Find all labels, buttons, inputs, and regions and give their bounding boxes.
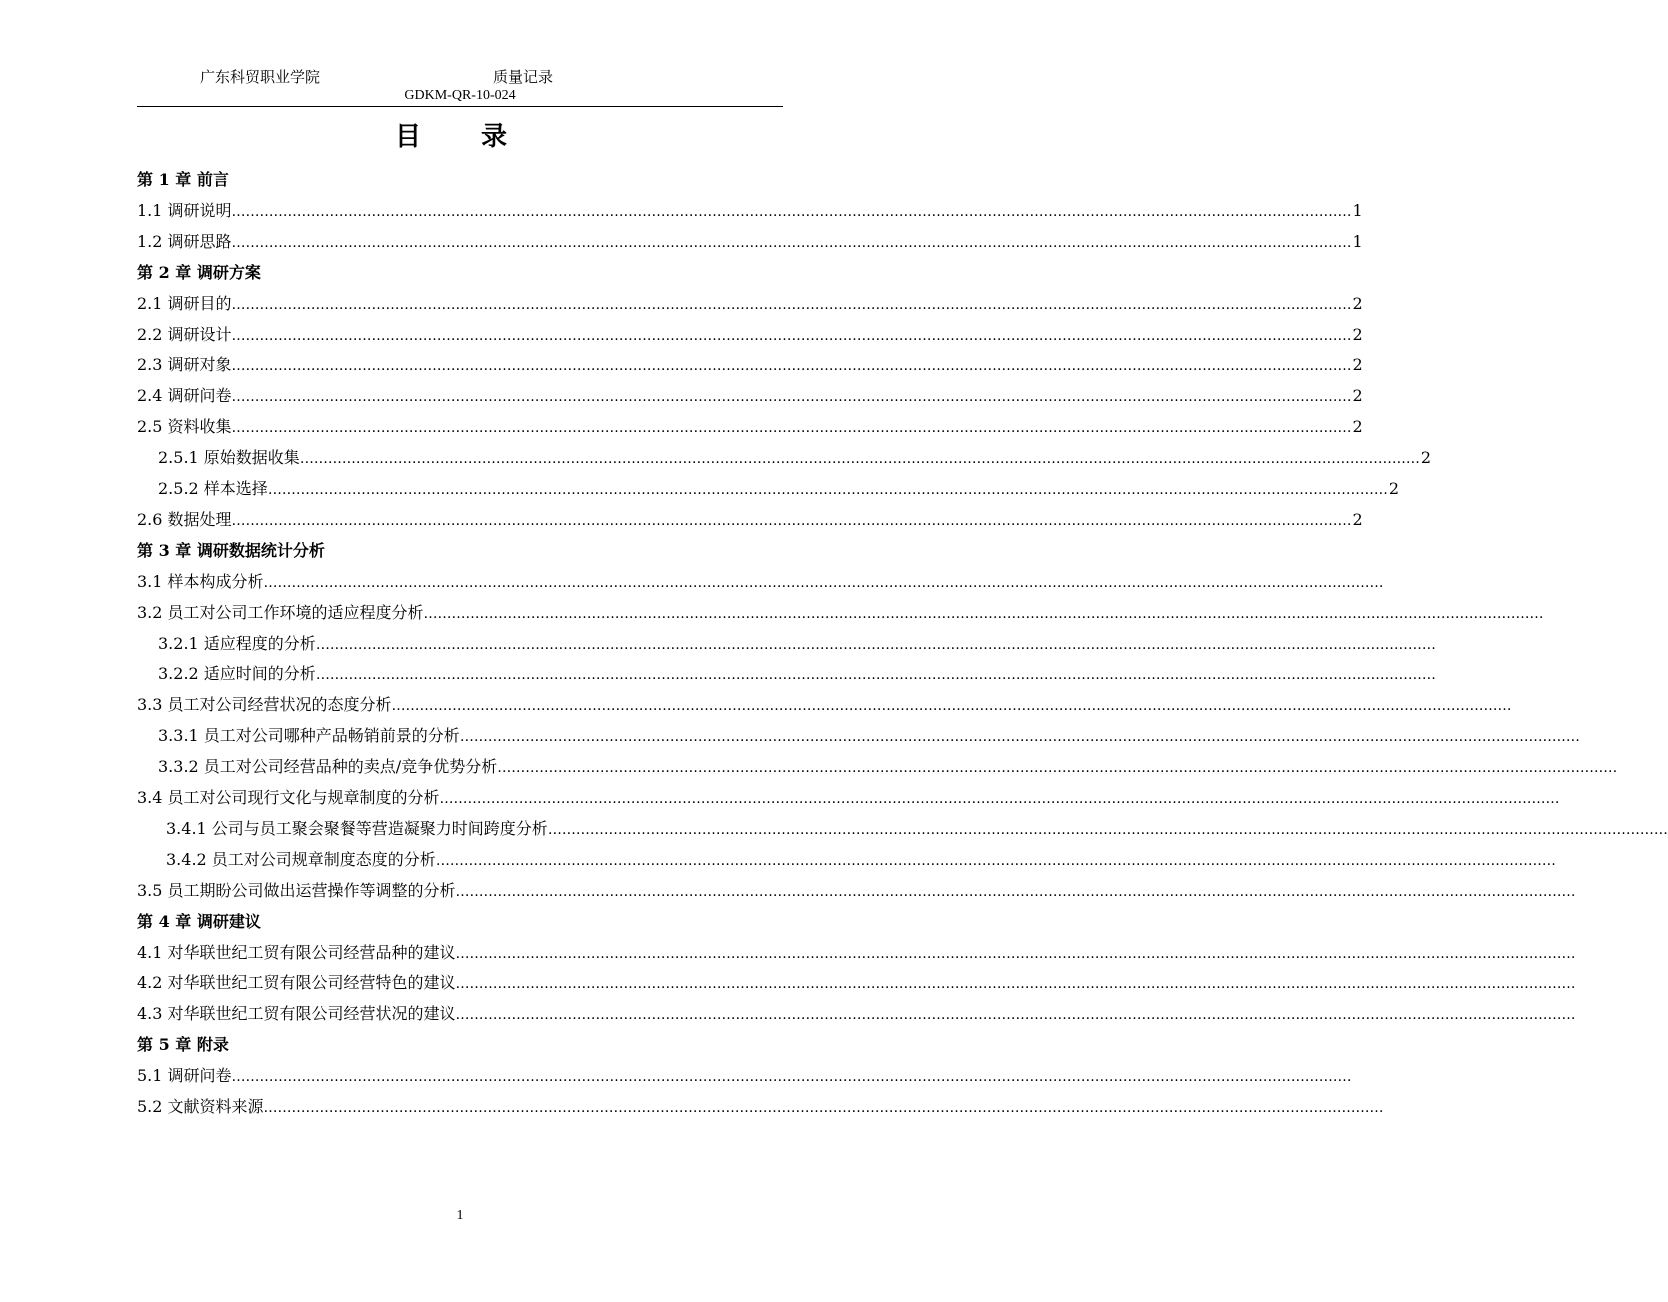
toc-entry bbox=[137, 689, 1512, 720]
document-code: GDKM-QR-10-024 bbox=[404, 88, 516, 103]
toc-page-number: 1 bbox=[1352, 200, 1363, 220]
toc-entry bbox=[137, 380, 1363, 411]
toc-entry-label: 3.4.1 公司与员工聚会聚餐等营造凝聚力时间跨度分析 bbox=[166, 818, 548, 838]
toc-leader-dots: …………………………………………………………………………………………………………………………………………………………………………………………………………………… bbox=[231, 234, 1352, 251]
toc-entry-label: 3.1 样本构成分析 bbox=[137, 571, 264, 591]
toc-leader-dots: …………………………………………………………………………………………………………………………………………………………………………………………………………………… bbox=[267, 482, 1388, 498]
toc-entry-label: 2.2 调研设计 bbox=[137, 324, 232, 344]
toc-entry-label: 2.1 调研目的 bbox=[137, 293, 232, 313]
toc-entry-label: 2.6 数据处理 bbox=[137, 509, 232, 529]
toc-leader-dots: …………………………………………………………………………………………………………………………………………………………………………………………………………………… bbox=[299, 451, 1420, 468]
toc-leader-dots: …………………………………………………………………………………………………………………………………………………………………………………………………………………… bbox=[231, 203, 1352, 220]
toc-entry-label: 5.1 调研问卷 bbox=[137, 1066, 232, 1086]
toc-entry bbox=[158, 442, 1431, 473]
toc-page-number: 2 bbox=[1352, 293, 1363, 313]
toc-page-number: 2 bbox=[1352, 386, 1363, 406]
institution-name: 广东科贸职业学院 bbox=[200, 68, 321, 86]
toc-entry bbox=[158, 720, 1580, 751]
toc-entry-label: 3.3.2 员工对公司经营品种的卖点/竞争优势分析 bbox=[158, 757, 498, 777]
toc-leader-dots: …………………………………………………………………………………………………………………………………………………………………………………………………………………… bbox=[263, 1100, 1384, 1116]
toc-entry-label: 3.5 员工期盼公司做出运营操作等调整的分析 bbox=[137, 880, 456, 900]
toc-entry bbox=[137, 597, 1544, 628]
toc-entry bbox=[166, 813, 1668, 844]
toc-leader-dots: …………………………………………………………………………………………………………………………………………………………………………………………………………………… bbox=[231, 296, 1352, 313]
toc-entry bbox=[137, 967, 1576, 998]
toc-leader-dots: …………………………………………………………………………………………………………………………………………………………………………………………………………………… bbox=[435, 852, 1556, 869]
toc-page-number: 2 bbox=[1388, 479, 1399, 498]
toc-leader-dots: …………………………………………………………………………………………………………………………………………………………………………………………………………………… bbox=[315, 636, 1436, 653]
toc-entry-label: 4.1 对华联世纪工贸有限公司经营品种的建议 bbox=[137, 942, 456, 962]
toc-title: 目录 bbox=[395, 122, 568, 152]
toc-entry-label: 1.2 调研思路 bbox=[137, 231, 232, 251]
toc-page-number: 1 bbox=[1352, 231, 1363, 251]
toc-entry bbox=[137, 319, 1363, 350]
toc-entry-label: 2.5 资料收集 bbox=[137, 417, 232, 437]
toc-leader-dots: …………………………………………………………………………………………………………………………………………………………………………………………………………………… bbox=[231, 420, 1352, 437]
toc-leader-dots: …………………………………………………………………………………………………………………………………………………………………………………………………………………… bbox=[455, 976, 1576, 993]
toc-leader-dots: …………………………………………………………………………………………………………………………………………………………………………………………………………………… bbox=[497, 760, 1618, 777]
toc-entry bbox=[158, 658, 1436, 689]
toc-entry-label: 5.2 文献资料来源 bbox=[137, 1097, 264, 1116]
toc-chapter-heading bbox=[137, 164, 229, 195]
toc-leader-dots: …………………………………………………………………………………………………………………………………………………………………………………………………………………… bbox=[459, 729, 1580, 746]
toc-entry bbox=[137, 566, 1384, 597]
toc-entry bbox=[137, 349, 1363, 380]
toc-entry bbox=[137, 1091, 1384, 1122]
toc-entry-label: 2.5.1 原始数据收集 bbox=[158, 448, 300, 468]
toc-entry bbox=[166, 844, 1556, 875]
toc-chapter-label: 第 2 章 调研方案 bbox=[137, 262, 261, 282]
toc-entry-label: 3.4.2 员工对公司规章制度态度的分析 bbox=[166, 849, 436, 869]
toc-leader-dots: …………………………………………………………………………………………………………………………………………………………………………………………………………………… bbox=[391, 698, 1512, 715]
toc-entry-label: 3.2.1 适应程度的分析 bbox=[158, 633, 316, 653]
toc-chapter-heading bbox=[137, 906, 261, 937]
toc-entry-label: 2.5.2 样本选择 bbox=[158, 479, 268, 498]
toc-entry bbox=[137, 937, 1576, 968]
toc-chapter-label: 第 1 章 前言 bbox=[137, 170, 229, 189]
toc-entry bbox=[158, 751, 1618, 782]
toc-leader-dots: …………………………………………………………………………………………………………………………………………………………………………………………………………………… bbox=[423, 605, 1544, 622]
toc-leader-dots: …………………………………………………………………………………………………………………………………………………………………………………………………………………… bbox=[455, 945, 1576, 962]
toc-leader-dots: …………………………………………………………………………………………………………………………………………………………………………………………………………………… bbox=[231, 389, 1352, 406]
toc-entry bbox=[137, 782, 1560, 813]
toc-leader-dots: …………………………………………………………………………………………………………………………………………………………………………………………………………………… bbox=[231, 358, 1352, 375]
toc-leader-dots: …………………………………………………………………………………………………………………………………………………………………………………………………………………… bbox=[263, 574, 1384, 591]
toc-chapter-label: 第 4 章 调研建议 bbox=[137, 911, 261, 931]
toc-entry-label: 3.3.1 员工对公司哪种产品畅销前景的分析 bbox=[158, 726, 460, 746]
toc-leader-dots: …………………………………………………………………………………………………………………………………………………………………………………………………………………… bbox=[439, 791, 1560, 807]
toc-entry bbox=[137, 998, 1576, 1029]
toc-chapter-label: 第 3 章 调研数据统计分析 bbox=[137, 540, 325, 560]
toc-entry bbox=[137, 875, 1576, 906]
toc-chapter-heading bbox=[137, 1029, 229, 1060]
toc-chapter-heading bbox=[137, 257, 261, 288]
toc-page-number: 2 bbox=[1352, 355, 1363, 375]
toc-leader-dots: …………………………………………………………………………………………………………………………………………………………………………………………………………………… bbox=[231, 327, 1352, 344]
toc-entry-label: 4.2 对华联世纪工贸有限公司经营特色的建议 bbox=[137, 973, 456, 993]
toc-entry bbox=[158, 628, 1436, 659]
toc-entry bbox=[137, 504, 1363, 535]
toc-leader-dots: …………………………………………………………………………………………………………………………………………………………………………………………………………………… bbox=[231, 512, 1352, 529]
toc-entry-label: 3.4 员工对公司现行文化与规章制度的分析 bbox=[137, 788, 440, 807]
toc-entry bbox=[137, 1060, 1352, 1091]
toc-entry-label: 2.3 调研对象 bbox=[137, 355, 232, 375]
toc-leader-dots: …………………………………………………………………………………………………………………………………………………………………………………………………………………… bbox=[547, 821, 1668, 838]
toc-entry bbox=[137, 288, 1363, 319]
record-type: 质量记录 bbox=[493, 68, 554, 86]
toc-entry bbox=[137, 411, 1363, 442]
toc-entry-label: 4.3 对华联世纪工贸有限公司经营状况的建议 bbox=[137, 1004, 456, 1024]
toc-page-number: 2 bbox=[1352, 509, 1363, 529]
toc-page-number: 2 bbox=[1352, 417, 1363, 437]
toc-entry-label: 3.3 员工对公司经营状况的态度分析 bbox=[137, 695, 392, 715]
toc-entry bbox=[158, 473, 1399, 504]
toc-chapter-heading bbox=[137, 535, 325, 566]
toc-entry bbox=[137, 195, 1363, 226]
toc-entry-label: 3.2.2 适应时间的分析 bbox=[158, 664, 316, 684]
toc-leader-dots: …………………………………………………………………………………………………………………………………………………………………………………………………………………… bbox=[455, 883, 1576, 900]
toc-leader-dots: …………………………………………………………………………………………………………………………………………………………………………………………………………………… bbox=[455, 1007, 1576, 1024]
toc-entry-label: 2.4 调研问卷 bbox=[137, 386, 232, 406]
toc-entry-label: 3.2 员工对公司工作环境的适应程度分析 bbox=[137, 602, 424, 622]
toc-leader-dots: …………………………………………………………………………………………………………………………………………………………………………………………………………………… bbox=[231, 1069, 1352, 1086]
toc-entry-label: 1.1 调研说明 bbox=[137, 200, 232, 220]
toc-chapter-label: 第 5 章 附录 bbox=[137, 1035, 229, 1055]
toc-entry bbox=[137, 226, 1363, 257]
toc-page-number: 2 bbox=[1352, 324, 1363, 344]
page-number: 1 bbox=[456, 1208, 464, 1223]
toc-page-number: 2 bbox=[1420, 448, 1431, 468]
toc-leader-dots: …………………………………………………………………………………………………………………………………………………………………………………………………………………… bbox=[315, 667, 1436, 684]
